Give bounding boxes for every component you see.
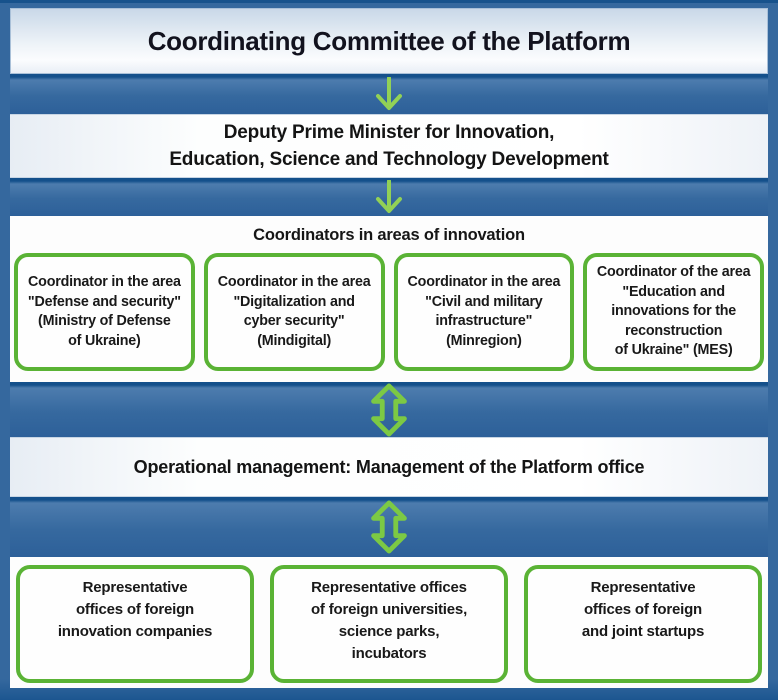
box-line: "Education and [622,283,725,300]
coordinator-box-digitalization [204,253,385,371]
connector-band-2 [10,178,768,216]
down-arrow-icon [374,77,404,111]
box-line: offices of foreign [583,601,703,618]
box-line: (Ministry of Defense [38,313,171,329]
connector-band-4 [10,497,768,557]
page-title: Coordinating Committee of the Platform [147,25,631,56]
box-line: Coordinator in the area [217,274,371,290]
connector-band-1 [10,74,768,114]
coordinators-row [14,253,764,371]
box-line: science parks, [338,623,440,640]
box-line: Coordinator in the area [28,274,181,290]
operational-label: Operational management: Management of the Platform office [133,456,645,477]
box-line: Representative [82,579,188,596]
box-line: innovation companies [57,623,213,640]
coordinators-heading: Coordinators in areas of innovation [253,226,525,244]
rep-box-universities [270,565,508,683]
box-line: and joint startups [581,623,705,640]
box-line: (Minregion) [446,332,522,349]
box-line: of Ukraine" (MES) [614,342,733,359]
rep-box-startups [524,565,762,683]
operational-management-bar [10,437,768,497]
box-line: of foreign universities, [310,601,468,618]
coordinating-committee-box [10,8,768,74]
deputy-line-2: Education, Science and Technology Development [169,149,609,170]
box-line: reconstruction [624,322,723,339]
connector-band-3 [10,382,768,437]
coordinators-panel [10,216,768,382]
box-line: Representative [590,579,696,596]
rep-box-innovation-companies [16,565,254,683]
box-line: infrastructure" [435,313,533,329]
box-line: offices of foreign [75,601,195,618]
representatives-row [16,565,762,683]
box-line: cyber security" [243,313,345,329]
representatives-panel [10,557,768,688]
box-line: "Digitalization and [233,293,355,310]
box-line: innovations for the [611,303,737,320]
up-down-arrow-icon [369,383,409,437]
box-line: (Mindigital) [257,332,332,349]
box-line: Coordinator in the area [407,274,561,290]
box-line: of Ukraine) [68,332,141,349]
coordinator-box-infrastructure [394,253,575,371]
down-arrow-icon [374,180,404,214]
box-line: Coordinator of the area [596,264,751,281]
deputy-line-1: Deputy Prime Minister for Innovation, [223,122,555,143]
box-line: incubators [351,645,427,662]
deputy-prime-minister-bar [10,114,768,178]
coordinator-box-defense [14,253,195,371]
box-line: "Defense and security" [27,293,181,310]
box-line: Representative offices [311,579,467,596]
box-line: "Civil and military [425,293,543,310]
coordinator-box-education [583,253,764,371]
up-down-arrow-icon [369,500,409,554]
